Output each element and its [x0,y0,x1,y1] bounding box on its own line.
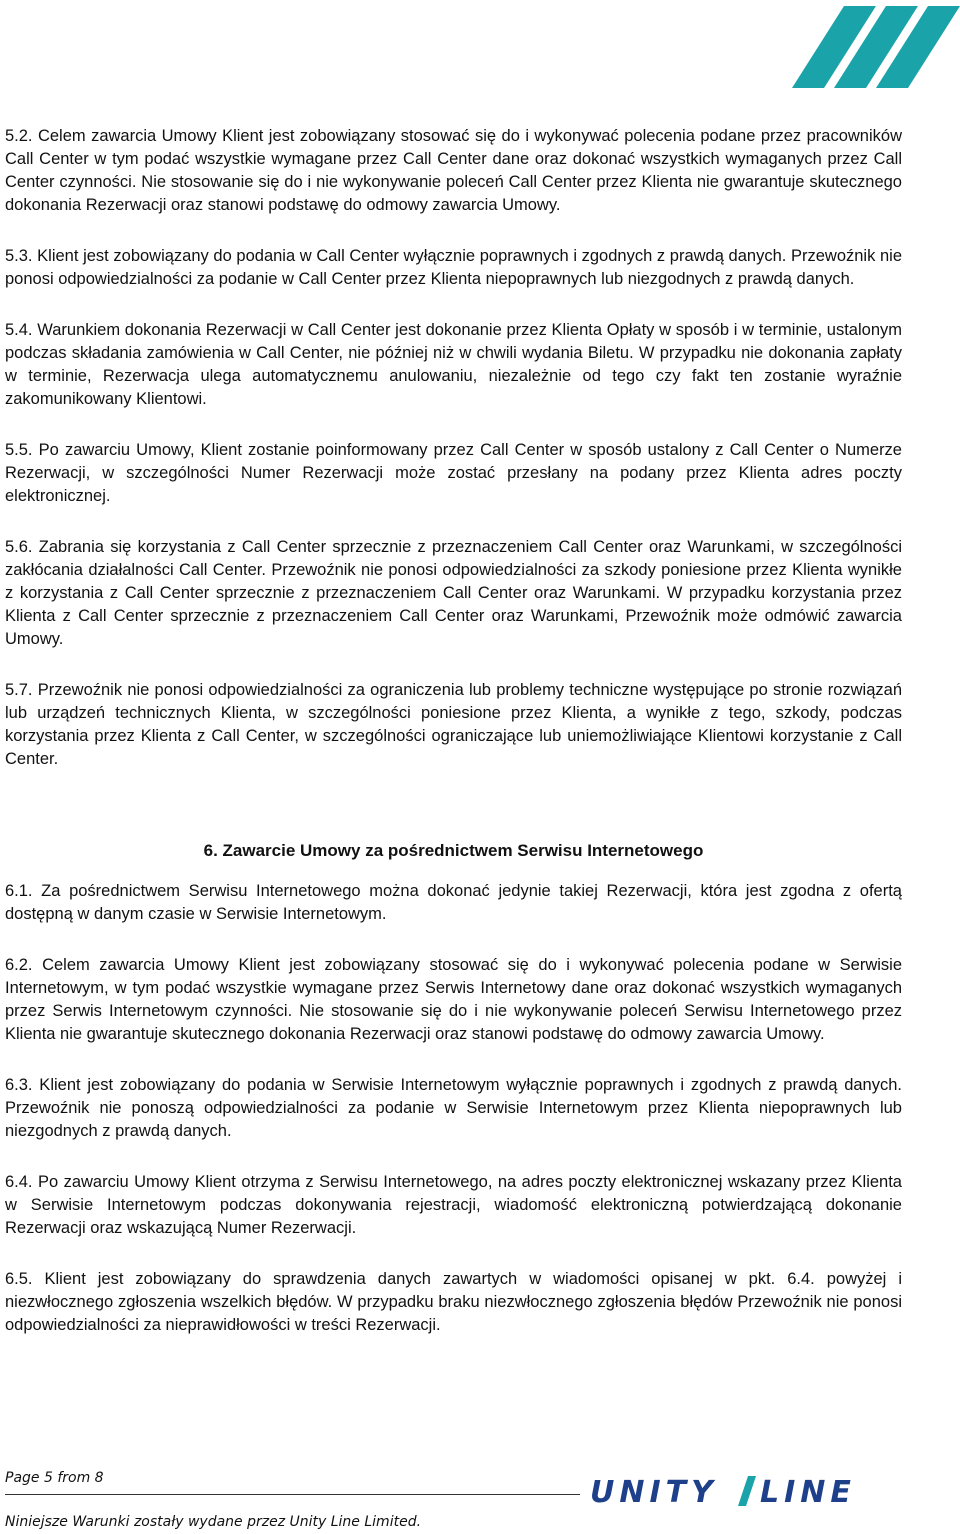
document-body [5,125,902,1365]
section-6-heading: 6. Zawarcie Umowy za pośrednictwem Serwisu Internetowego [203,841,704,860]
paragraph-5-5: 5.5. Po zawarciu Umowy, Klient zostanie poinformowany przez Call Center w sposób ustalony z Call Center o Numerze Rezerwacji, w szczególności Numer Rezerwacji może zostać przesłany na podany przez Klienta adres poczty elektronicznej. [5,441,902,505]
unity-line-logo [588,1472,904,1508]
paragraph-5-3: 5.3. Klient jest zobowiązany do podania w Call Center wyłącznie poprawnych i zgodnych z prawdą danych. Przewoźnik nie ponosi odpowiedzialności za podanie w Call Center przez Klienta niepoprawnych lub niezgodnych z prawdą danych. [5,247,902,288]
paragraph-5-2: 5.2. Celem zawarcia Umowy Klient jest zobowiązany stosować się do i wykonywać polecenia podane przez pracowników Call Center w tym podać wszystkie wymagane przez Call Center dane oraz dokonać wszystkich wymaganych przez Call Center czynności. Nie stosowanie się do i nie wykonywanie poleceń Call Center przez Klienta nie gwarantuje skutecznego dokonania Rezerwacji oraz stanowi podstawę do odmowy zawarcia Umowy. [5,127,902,214]
paragraph-6-5: 6.5. Klient jest zobowiązany do sprawdzenia danych zawartych w wiadomości opisanej w pkt. 6.4. powyżej i niezwłocznego zgłoszenia wszelkich błędów. W przypadku braku niezwłocznego zgłoszenia błędów Przewoźnik nie ponosi odpowiedzialności za nieprawidłowości w treści Rezerwacji. [5,1270,902,1334]
logo-word-unity: UNITY [590,1475,718,1508]
paragraph-6-3: 6.3. Klient jest zobowiązany do podania w Serwisie Internetowym wyłącznie poprawnych i zgodnych z prawdą danych. Przewoźnik nie ponoszą odpowiedzialności za podanie w Serwisie Internetowym przez Klienta niepoprawnych lub niezgodnych z prawdą danych. [5,1076,902,1140]
footer-note: Niniejsze Warunki zostały wydane przez Unity Line Limited. [5,1514,422,1530]
paragraph-6-2: 6.2. Celem zawarcia Umowy Klient jest zobowiązany stosować się do i wykonywać polecenia podane w Serwisie Internetowym, w tym podać wszystkie wymagane przez Serwis Internetowy dane oraz dokonać wszystkich wymaganych przez Serwis Internetowym czynności. Nie stosowanie się do i nie wykonywanie poleceń Serwisu Internetowego przez Klienta nie gwarantuje skutecznego dokonania Rezerwacji oraz stanowi podstawę do odmowy zawarcia Umowy. [5,956,902,1043]
footer-divider [5,1494,580,1495]
paragraph-5-4: 5.4. Warunkiem dokonania Rezerwacji w Call Center jest dokonanie przez Klienta Opłaty w sposób i w terminie, ustalonym podczas składania zamówienia w Call Center, nie później niż w chwili wydania Biletu. W przypadku nie dokonania zapłaty w terminie, Rezerwacja ulega automatycznemu anulowaniu, niezależnie od tego czy fakt ten zostanie wyraźnie zakomunikowany Klientowi. [5,321,902,408]
paragraph-5-7: 5.7. Przewoźnik nie ponosi odpowiedzialności za ograniczenia lub problemy techniczne występujące po stronie rozwiązań lub urządzeń technicznych Klienta, w szczególności poniesione przez Klienta, a wynikłe z tego, szkody, podczas korzystania przez Klienta z Call Center, w szczególności ograniczające lub uniemożliwiające Klientowi korzystanie z Call Center. [5,681,902,768]
paragraph-5-6: 5.6. Zabrania się korzystania z Call Center sprzecznie z przeznaczeniem Call Center oraz Warunkami, w szczególności zakłócania działalności Call Center. Przewoźnik nie ponosi odpowiedzialności za szkody poniesione przez Klienta wynikłe z korzystania z Call Center sprzecznie z przeznaczeniem Call Center oraz Warunkami. W przypadku korzystania przez Klienta z Call Center sprzecznie z przeznaczeniem Call Center oraz Warunkami, Przewoźnik może odmówić zawarcia Umowy. [5,538,902,648]
unity-line-stripes-icon [792,6,960,88]
paragraph-6-1: 6.1. Za pośrednictwem Serwisu Internetowego można dokonać jedynie takiej Rezerwacji, która jest zgodna z ofertą dostępną w danym czasie w Serwisie Internetowym. [5,882,902,923]
page-number: Page 5 from 8 [5,1470,104,1486]
paragraph-6-4: 6.4. Po zawarciu Umowy Klient otrzyma z Serwisu Internetowego, na adres poczty elektronicznej wskazany przez Klienta w Serwisie Internetowym podczas dokonywania rejestracji, wiadomość elektroniczną potwierdzającą dokonanie Rezerwacji oraz wskazującą Numer Rezerwacji. [5,1173,902,1237]
logo-word-line: LINE [760,1475,856,1508]
